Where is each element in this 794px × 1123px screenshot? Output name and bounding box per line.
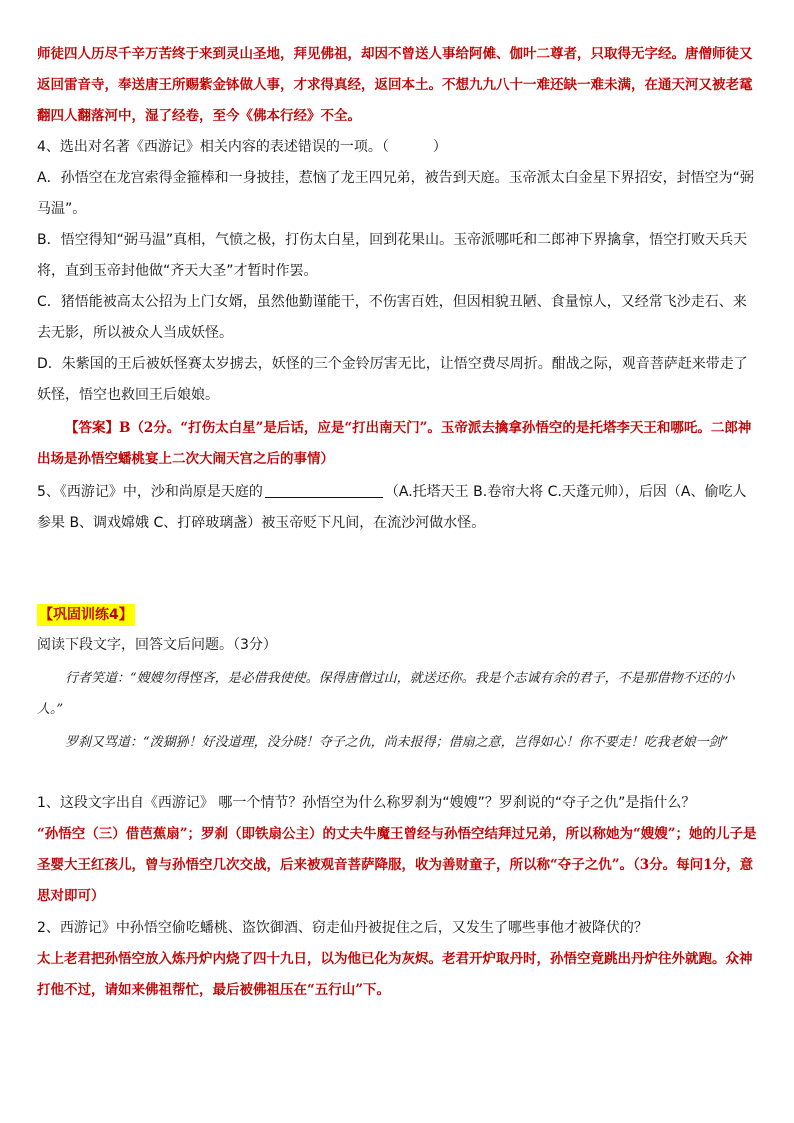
question-4-answer xyxy=(37,413,759,475)
question-4-stem-text: 4、选出对名著《西游记》相关内容的表述错误的一项。（ xyxy=(37,139,389,155)
section-instruction: 阅读下段文字，回答文后问题。（3分） xyxy=(37,637,277,653)
question-5 xyxy=(37,477,759,539)
question-4-option-d: D．朱紫国的王后被妖怪赛太岁掳去，妖怪的三个金铃厉害无比，让悟空费尽周折。酣战之际，观音菩萨赶来带走了妖怪，悟空也救回王后娘娘。 xyxy=(37,356,748,403)
question-4-option-b: B．悟空得知“弼马温”真相，气愤之极，打伤太白星，回到花果山。玉帝派哪吒和二郎神下界擒拿，悟空打败天兵天将，直到玉帝封他做“齐天大圣”才暂时作罢。 xyxy=(37,232,748,279)
passage-paragraph-2: 罗刹又骂道：“泼猢狲！好没道理，没分晓！夺子之仇，尚未报得；借扇之意，岂得如心！你不要走！吃我老娘一剑” xyxy=(65,735,729,750)
question-4-stem xyxy=(37,132,759,163)
answer-label: 【答案】 xyxy=(65,420,119,436)
question-5-after-blank: （A.托塔天王 B.卷帘大将 C.天蓬元帅），后因（A、偷吃人参果 B、调戏嫦娥 C、打碎玻璃盏）被玉帝贬下凡间，在流沙河做水怪。 xyxy=(37,484,747,531)
sub-question-1: 1、这段文字出自《西游记》 哪一个情节？孙悟空为什么称罗刹为“嫂嫂”？罗刹说的“夺子之仇”是指什么？ xyxy=(37,795,696,811)
question-4-stem-close: ） xyxy=(432,139,447,155)
sub-question-2: 2、西游记》中孙悟空偷吃蟠桃、盗饮御酒、窃走仙丹被捉住之后，又发生了哪些事他才被降伏的？ xyxy=(37,920,648,936)
section-title: 【巩固训练4】 xyxy=(37,604,135,626)
question-5-before-blank: 5、《西游记》中，沙和尚原是天庭的 xyxy=(37,484,263,500)
fill-in-blank xyxy=(265,481,383,498)
question-4-option-c: C．猪悟能被高太公招为上门女婿，虽然他勤谨能干，不伤害百姓，但因相貌丑陋、食量惊人，又经常飞沙走石、来去无影，所以被众人当成妖怪。 xyxy=(37,294,747,341)
question-4-option-a: A．孙悟空在龙宫索得金箍棒和一身披挂，惹恼了龙王四兄弟，被告到天庭。玉帝派太白金星下界招安，封悟空为“弼马温”。 xyxy=(37,170,754,217)
intro-answer-paragraph: 师徒四人历尽千辛万苦终于来到灵山圣地，拜见佛祖，却因不曾送人事给阿傩、伽叶二尊者，只取得无字经。唐僧师徒又返回雷音寺，奉送唐王所赐紫金钵做人事，才求得真经，返回本土。不想九九八十一难还缺一难未满，在通天河又被老鼋翻四人翻落河中，湿了经卷，至今《佛本行经》不全。 xyxy=(37,46,753,124)
sub-answer-1: “孙悟空（三）借芭蕉扇”；罗刹（即铁扇公主）的丈夫牛魔王曾经与孙悟空结拜过兄弟，所以称她为“嫂嫂”；她的儿子是圣婴大王红孩儿，曾与孙悟空几次交战，后来被观音菩萨降服，收为善财童子，所以称“夺子之仇”。（3分。每问1分，意思对即可） xyxy=(37,826,757,904)
passage-paragraph-1: 行者笑道：“嫂嫂勿得悭吝，是必借我使使。保得唐僧过山，就送还你。我是个志诚有余的君子，不是那借物不还的小人。” xyxy=(37,671,735,717)
answer-text: B（2分。“打伤太白星”是后话，应是“打出南天门”。玉帝派去擒拿孙悟空的是托塔李天王和哪吒。二郎神出场是孙悟空蟠桃宴上二次大闹天宫之后的事情） xyxy=(37,420,752,467)
sub-answer-2: 太上老君把孙悟空放入炼丹炉内烧了四十九日，以为他已化为灰烬。老君开炉取丹时，孙悟空竟跳出丹炉往外就跑。众神打他不过，请如来佛祖帮忙，最后被佛祖压在“五行山”下。 xyxy=(37,951,753,998)
